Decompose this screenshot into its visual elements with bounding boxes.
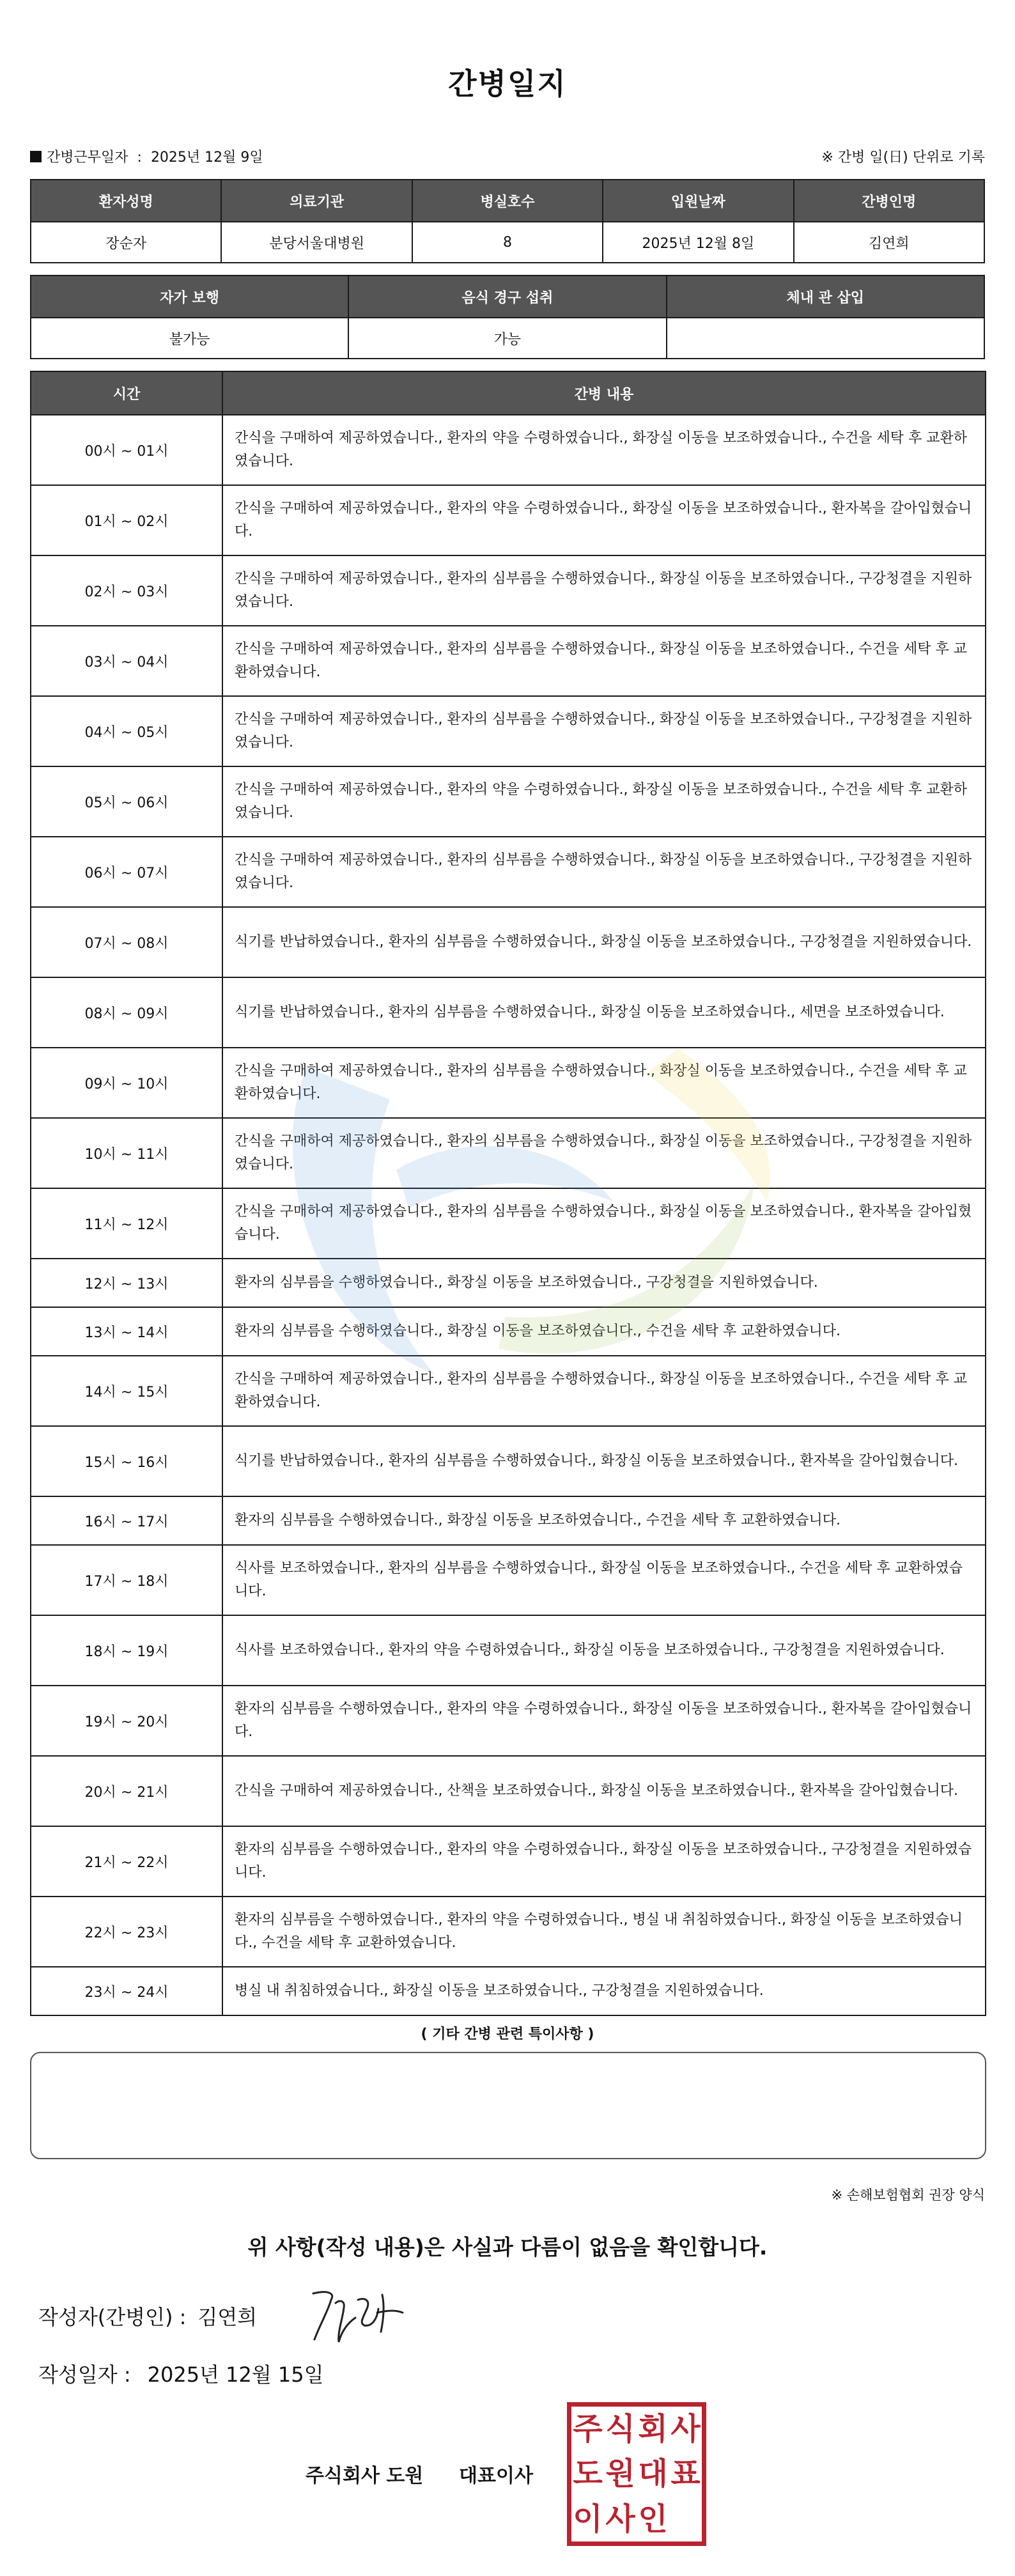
table-row <box>31 907 986 977</box>
log-content-cell: 환자의 심부름을 수행하였습니다., 화장실 이동을 보조하였습니다., 수건을 세탁 후 교환하였습니다. <box>222 1307 986 1356</box>
table-row <box>31 1307 986 1356</box>
log-content-cell: 간식을 구매하여 제공하였습니다., 환자의 심부름을 수행하였습니다., 화장실 이동을 보조하였습니다., 구강청결을 지원하였습니다. <box>222 555 986 626</box>
log-content-cell: 환자의 심부름을 수행하였습니다., 화장실 이동을 보조하였습니다., 구강청결을 지원하였습니다. <box>222 1259 986 1307</box>
log-time-cell: 06시 ~ 07시 <box>31 837 222 907</box>
table-row <box>31 1496 986 1545</box>
log-time-cell: 11시 ~ 12시 <box>31 1188 222 1259</box>
log-content-cell: 환자의 심부름을 수행하였습니다., 환자의 약을 수령하였습니다., 화장실 이동을 보조하였습니다., 환자복을 갈아입혔습니다. <box>222 1686 986 1756</box>
tube-insertion-status <box>667 318 984 359</box>
log-time-cell: 07시 ~ 08시 <box>31 907 222 977</box>
written-date-line <box>38 2359 324 2388</box>
room-number: 8 <box>412 222 603 263</box>
log-content-cell: 식기를 반납하였습니다., 환자의 심부름을 수행하였습니다., 화장실 이동을 보조하였습니다., 세면을 보조하였습니다. <box>222 977 986 1048</box>
table-row <box>31 1615 986 1686</box>
log-time-cell: 02시 ~ 03시 <box>31 555 222 626</box>
log-time-cell: 16시 ~ 17시 <box>31 1496 222 1545</box>
log-content-cell: 간식을 구매하여 제공하였습니다., 산책을 보조하였습니다., 화장실 이동을 보조하였습니다., 환자복을 갈아입혔습니다. <box>222 1756 986 1826</box>
caregiver-name: 김연희 <box>794 222 984 263</box>
log-content-cell: 간식을 구매하여 제공하였습니다., 환자의 약을 수령하였습니다., 화장실 이동을 보조하였습니다., 수건을 세탁 후 교환하였습니다. <box>222 415 986 485</box>
seal-character: 도 <box>573 2456 603 2492</box>
table-row <box>31 1686 986 1756</box>
admission-date: 2025년 12월 8일 <box>603 222 793 263</box>
table-row <box>31 485 986 555</box>
seal-character: 원 <box>605 2456 635 2492</box>
header-care-content: 간병 내용 <box>222 371 986 415</box>
log-content-cell: 간식을 구매하여 제공하였습니다., 환자의 심부름을 수행하였습니다., 화장실 이동을 보조하였습니다., 구강청결을 지원하였습니다. <box>222 837 986 907</box>
table-row <box>31 696 986 766</box>
patient-name: 장순자 <box>31 222 221 263</box>
table-row <box>31 1259 986 1307</box>
table-row <box>31 1545 986 1615</box>
log-content-cell: 식기를 반납하였습니다., 환자의 심부름을 수행하였습니다., 화장실 이동을 보조하였습니다., 환자복을 갈아입혔습니다. <box>222 1426 986 1496</box>
log-time-cell: 10시 ~ 11시 <box>31 1118 222 1188</box>
written-date-label: 작성일자 : <box>38 2363 131 2387</box>
log-content-cell: 병실 내 취침하였습니다., 화장실 이동을 보조하였습니다., 구강청결을 지원하였습니다. <box>222 1967 986 2015</box>
log-content-cell: 식사를 보조하였습니다., 환자의 약을 수령하였습니다., 화장실 이동을 보조하였습니다., 구강청결을 지원하였습니다. <box>222 1615 986 1686</box>
company-title: 대표이사 <box>459 2465 533 2487</box>
company-seal-stamp <box>567 2402 706 2546</box>
log-content-cell: 간식을 구매하여 제공하였습니다., 환자의 심부름을 수행하였습니다., 화장실 이동을 보조하였습니다., 환자복을 갈아입혔습니다. <box>222 1188 986 1259</box>
table-row <box>31 415 986 485</box>
writer-line <box>38 2301 257 2331</box>
work-date-value: 2025년 12월 9일 <box>150 150 263 166</box>
patient-status-table <box>30 275 985 359</box>
header-hospital: 의료기관 <box>221 180 412 222</box>
log-time-cell: 13시 ~ 14시 <box>31 1307 222 1356</box>
table-row <box>31 1048 986 1118</box>
table-row <box>31 1756 986 1826</box>
log-time-cell: 23시 ~ 24시 <box>31 1967 222 2015</box>
log-time-cell: 21시 ~ 22시 <box>31 1826 222 1897</box>
written-date-value: 2025년 12월 15일 <box>147 2363 324 2387</box>
log-time-cell: 22시 ~ 23시 <box>31 1897 222 1967</box>
log-content-cell: 식기를 반납하였습니다., 환자의 심부름을 수행하였습니다., 화장실 이동을 보조하였습니다., 구강청결을 지원하였습니다. <box>222 907 986 977</box>
table-row <box>31 1967 986 2015</box>
log-time-cell: 19시 ~ 20시 <box>31 1686 222 1756</box>
table-row <box>31 1356 986 1426</box>
header-oral-intake: 음식 경구 섭취 <box>348 275 666 318</box>
header-caregiver-name: 간병인명 <box>794 180 984 222</box>
company-name: 주식회사 도원 <box>306 2465 424 2487</box>
hospital: 분당서울대병원 <box>221 222 412 263</box>
log-content-cell: 간식을 구매하여 제공하였습니다., 환자의 심부름을 수행하였습니다., 화장실 이동을 보조하였습니다., 구강청결을 지원하였습니다. <box>222 696 986 766</box>
table-row <box>31 977 986 1048</box>
log-content-cell: 환자의 심부름을 수행하였습니다., 환자의 약을 수령하였습니다., 화장실 이동을 보조하였습니다., 구강청결을 지원하였습니다. <box>222 1826 986 1897</box>
log-time-cell: 09시 ~ 10시 <box>31 1048 222 1118</box>
care-log-body <box>31 415 986 2015</box>
handwritten-signature-icon <box>300 2281 409 2351</box>
table-row <box>31 766 986 837</box>
seal-character: 인 <box>638 2501 668 2537</box>
log-content-cell: 환자의 심부름을 수행하였습니다., 환자의 약을 수령하였습니다., 병실 내 취침하였습니다., 화장실 이동을 보조하였습니다., 수건을 세탁 후 교환하였습니다. <box>222 1897 986 1967</box>
table-row <box>31 837 986 907</box>
log-time-cell: 20시 ~ 21시 <box>31 1756 222 1826</box>
seal-character: 표 <box>670 2456 701 2492</box>
table-row <box>31 1118 986 1188</box>
writer-name: 김연희 <box>198 2305 258 2329</box>
log-content-cell: 식사를 보조하였습니다., 환자의 심부름을 수행하였습니다., 화장실 이동을 보조하였습니다., 수건을 세탁 후 교환하였습니다. <box>222 1545 986 1615</box>
log-time-cell: 12시 ~ 13시 <box>31 1259 222 1307</box>
unit-note: ※ 간병 일(日) 단위로 기록 <box>821 150 985 166</box>
log-time-cell: 15시 ~ 16시 <box>31 1426 222 1496</box>
log-content-cell: 간식을 구매하여 제공하였습니다., 환자의 약을 수령하였습니다., 화장실 이동을 보조하였습니다., 수건을 세탁 후 교환하였습니다. <box>222 766 986 837</box>
header-time: 시간 <box>31 371 222 415</box>
seal-character: 사 <box>605 2501 635 2537</box>
form-footnote: ※ 손해보험협회 권장 양식 <box>831 2187 985 2203</box>
header-tube-insertion: 체내 관 삽입 <box>667 275 984 318</box>
care-log-table <box>30 371 986 2016</box>
header-patient-name: 환자성명 <box>31 180 221 222</box>
seal-character: 사 <box>670 2411 701 2448</box>
log-time-cell: 04시 ~ 05시 <box>31 696 222 766</box>
log-time-cell: 17시 ~ 18시 <box>31 1545 222 1615</box>
seal-character: 대 <box>638 2456 668 2492</box>
table-row <box>31 555 986 626</box>
oral-intake-status: 가능 <box>348 318 666 359</box>
header-walking: 자가 보행 <box>31 275 348 318</box>
log-time-cell: 00시 ~ 01시 <box>31 415 222 485</box>
seal-character: 이 <box>573 2501 603 2537</box>
seal-character: 주 <box>573 2411 603 2448</box>
log-time-cell: 08시 ~ 09시 <box>31 977 222 1048</box>
table-row <box>31 1188 986 1259</box>
log-time-cell: 14시 ~ 15시 <box>31 1356 222 1426</box>
table-row <box>31 1897 986 1967</box>
square-bullet-icon <box>30 151 42 162</box>
page-title: 간병일지 <box>448 66 567 101</box>
log-time-cell: 05시 ~ 06시 <box>31 766 222 837</box>
table-row <box>31 626 986 696</box>
log-content-cell: 간식을 구매하여 제공하였습니다., 환자의 심부름을 수행하였습니다., 화장실 이동을 보조하였습니다., 구강청결을 지원하였습니다. <box>222 1118 986 1188</box>
log-time-cell: 01시 ~ 02시 <box>31 485 222 555</box>
notes-label: ( 기타 간병 관련 특이사항 ) <box>421 2026 594 2042</box>
seal-character: 식 <box>605 2411 635 2448</box>
header-room-number: 병실호수 <box>412 180 603 222</box>
special-notes-box <box>30 2052 986 2159</box>
meta-row <box>30 144 985 167</box>
patient-info-table <box>30 179 985 263</box>
table-row <box>31 1426 986 1496</box>
log-content-cell: 간식을 구매하여 제공하였습니다., 환자의 심부름을 수행하였습니다., 화장실 이동을 보조하였습니다., 수건을 세탁 후 교환하였습니다. <box>222 1048 986 1118</box>
seal-character: 회 <box>638 2411 668 2448</box>
log-content-cell: 간식을 구매하여 제공하였습니다., 환자의 심부름을 수행하였습니다., 화장실 이동을 보조하였습니다., 수건을 세탁 후 교환하였습니다. <box>222 1356 986 1426</box>
log-content-cell: 간식을 구매하여 제공하였습니다., 환자의 심부름을 수행하였습니다., 화장실 이동을 보조하였습니다., 수건을 세탁 후 교환하였습니다. <box>222 626 986 696</box>
work-date-label: 간병근무일자 <box>47 150 128 166</box>
writer-label: 작성자(간병인) : <box>38 2305 187 2329</box>
confirmation-statement: 위 사항(작성 내용)은 사실과 다름이 없음을 확인합니다. <box>247 2235 768 2260</box>
log-content-cell: 간식을 구매하여 제공하였습니다., 환자의 약을 수령하였습니다., 화장실 이동을 보조하였습니다., 환자복을 갈아입혔습니다. <box>222 485 986 555</box>
walking-status: 불가능 <box>31 318 348 359</box>
log-content-cell: 환자의 심부름을 수행하였습니다., 화장실 이동을 보조하였습니다., 수건을 세탁 후 교환하였습니다. <box>222 1496 986 1545</box>
log-time-cell: 03시 ~ 04시 <box>31 626 222 696</box>
work-date: 간병근무일자 : 2025년 12월 9일 <box>30 146 263 166</box>
table-row <box>31 1826 986 1897</box>
header-admission-date: 입원날짜 <box>603 180 793 222</box>
log-time-cell: 18시 ~ 19시 <box>31 1615 222 1686</box>
